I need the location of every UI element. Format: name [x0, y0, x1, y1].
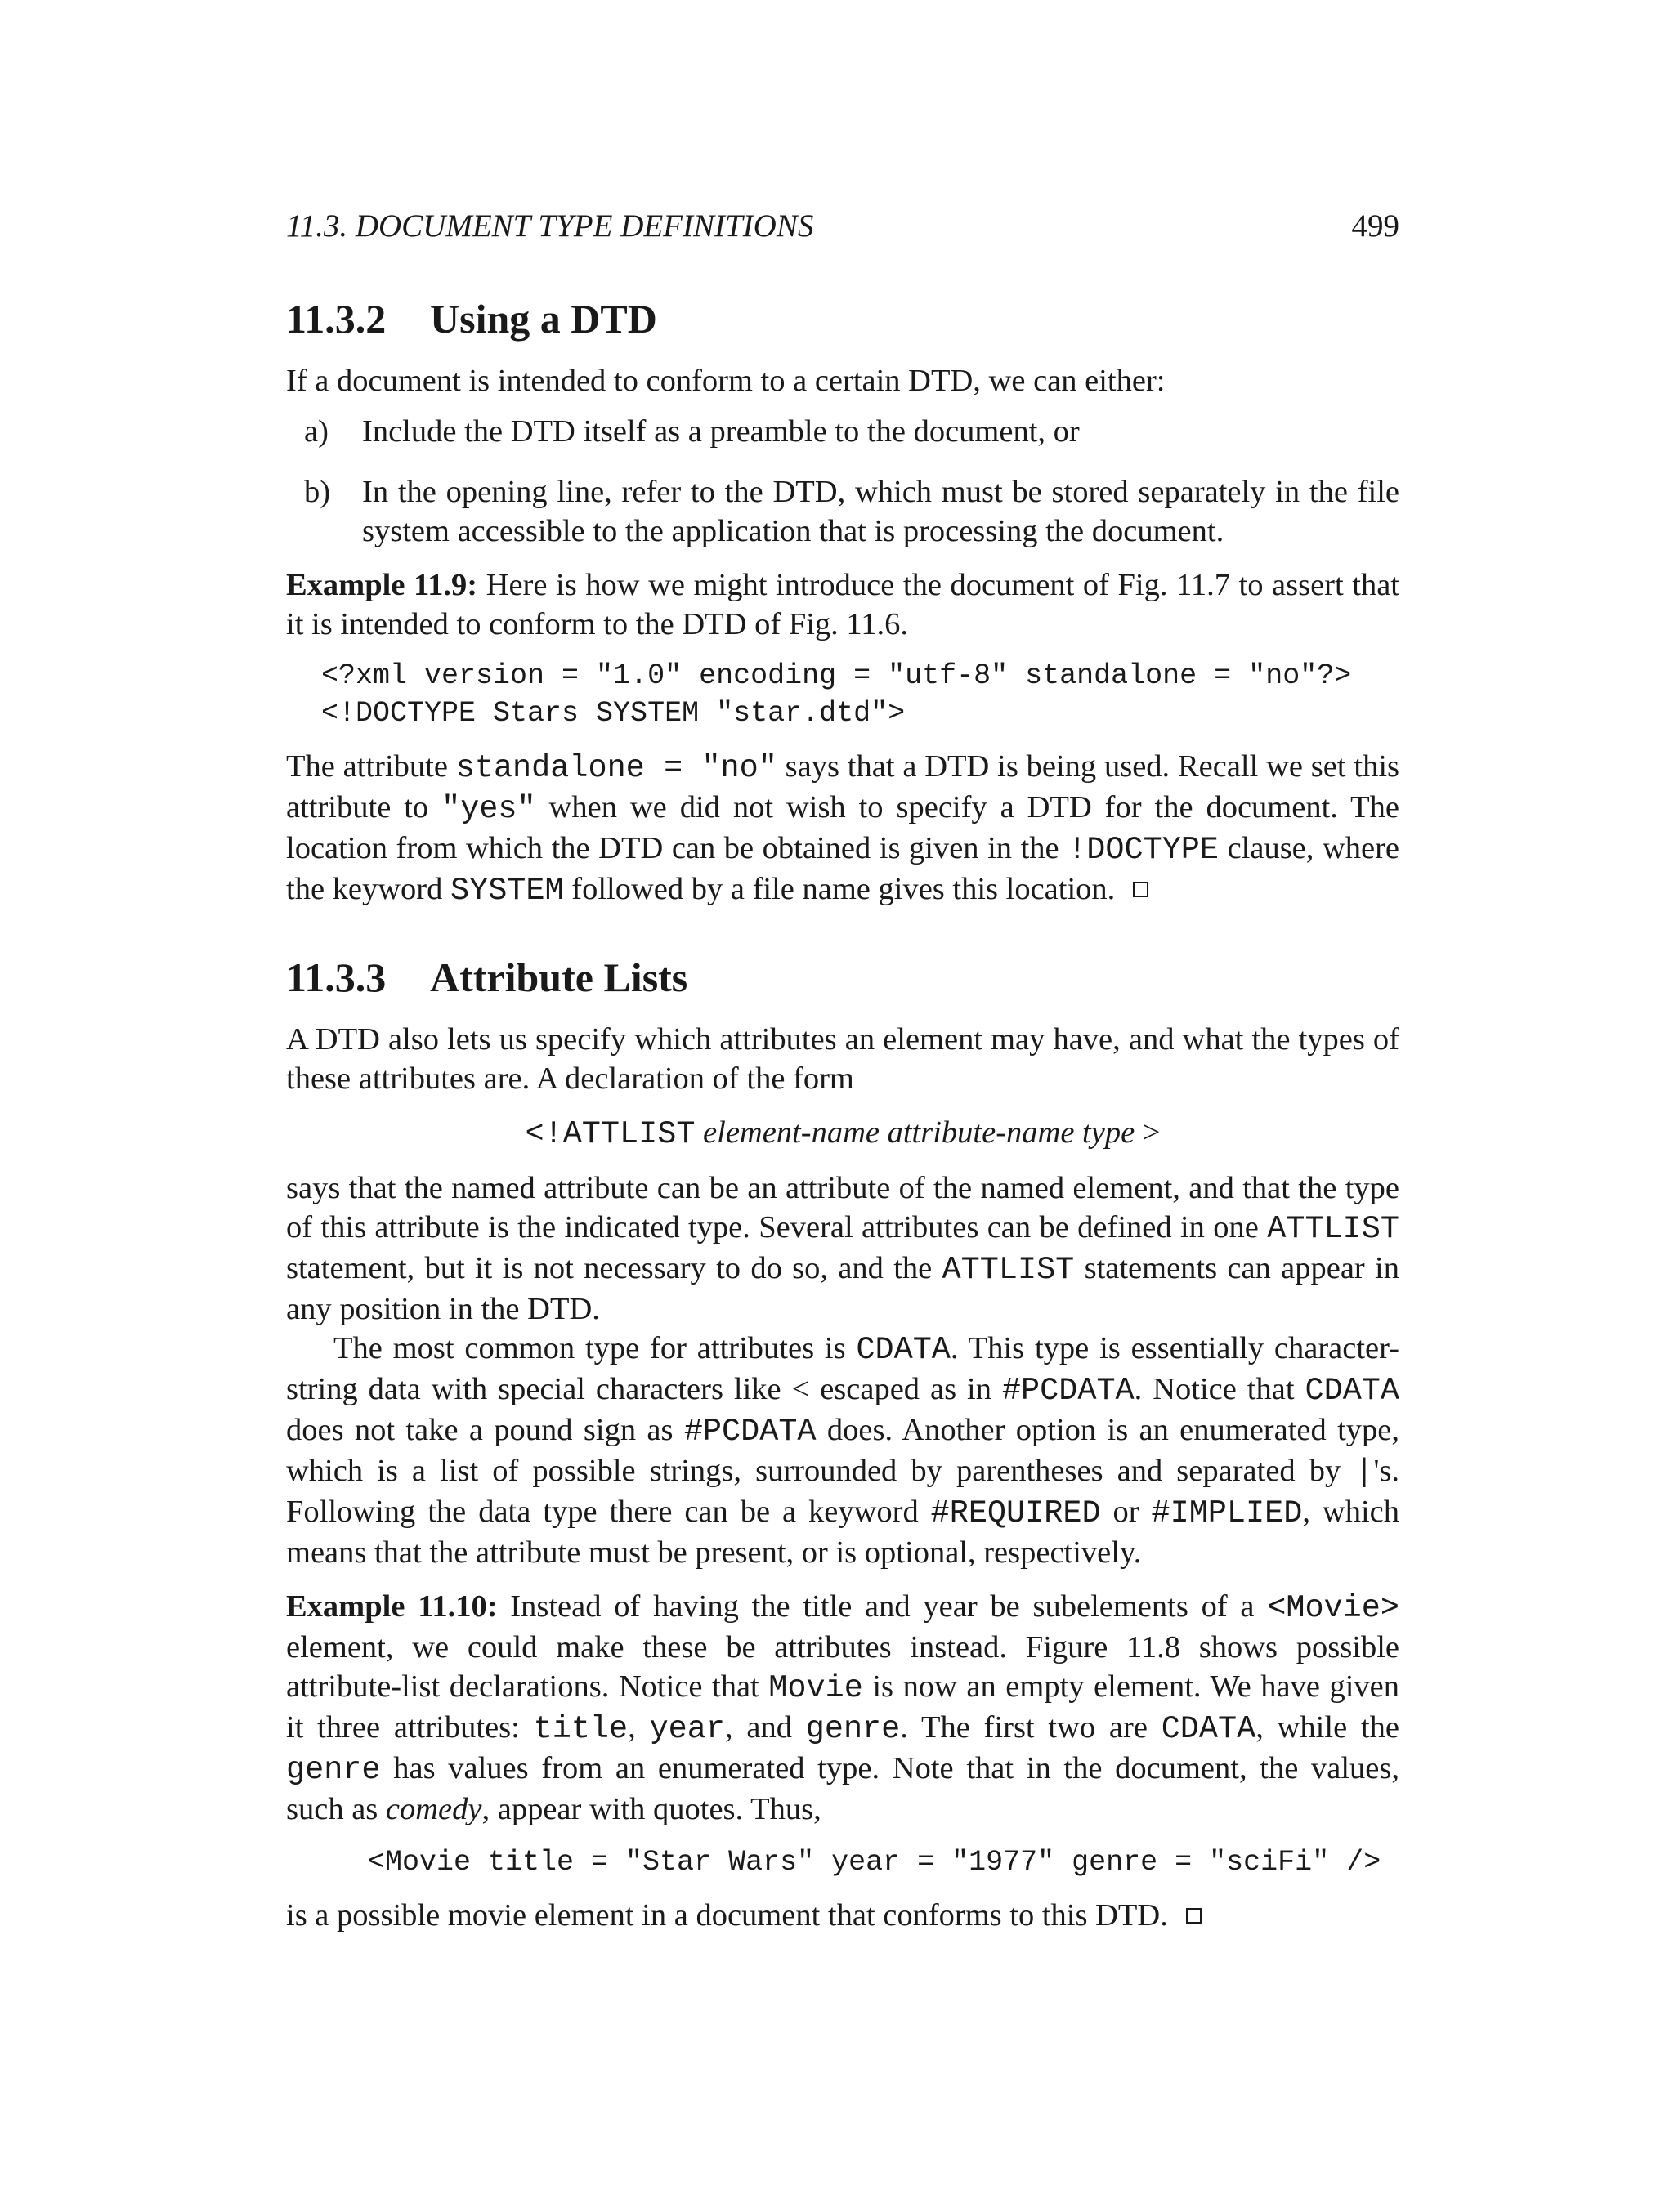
code-run: genre: [805, 1711, 901, 1747]
code-run: SYSTEM: [450, 873, 564, 909]
text-run: or: [1100, 1495, 1152, 1529]
text-run: , and: [724, 1710, 806, 1745]
section-heading-11-3-3: [286, 953, 1399, 1005]
text-run: says that a DTD is being used. Recall we set this attribute to: [286, 749, 1399, 824]
list-text-a: Include the DTD itself as a preamble to the document, or: [362, 414, 1080, 449]
text-run: . Notice that: [1134, 1372, 1305, 1406]
text-run: statements can appear in any position in the DTD.: [286, 1251, 1399, 1326]
decl-keyword: <!ATTLIST: [525, 1116, 696, 1152]
code-run: #REQUIRED: [930, 1495, 1101, 1531]
example-11-9: [286, 565, 1399, 644]
code-run: CDATA: [856, 1332, 951, 1368]
section-number: 11.3.3: [286, 954, 387, 1000]
code-block-doctype: [286, 657, 1399, 732]
code-run: ATTLIST: [1267, 1211, 1399, 1247]
decl-args: element-name attribute-name type: [703, 1115, 1135, 1150]
section-heading-11-3-2: [286, 294, 1399, 346]
code-run: genre: [286, 1752, 381, 1788]
text-run: . This type is essentially character-string data with special characters like < escaped as in: [286, 1331, 1399, 1406]
text-run: statement, but it is not necessary to do so, and the: [286, 1251, 942, 1285]
text-run: has values from an enumerated type. Note that in the document, the values, such as: [286, 1751, 1399, 1826]
text-run: ,: [628, 1710, 650, 1745]
end-of-example-icon: [1133, 882, 1148, 897]
code-run: CDATA: [1161, 1711, 1256, 1747]
text-run: , while the: [1256, 1710, 1399, 1745]
code-line: <Movie title = "Star Wars" year = "1977" genre = "sciFi" />: [368, 1846, 1381, 1879]
section-title: Using a DTD: [430, 296, 657, 342]
attlist-declaration: [286, 1113, 1399, 1154]
text-run: The attribute: [286, 749, 456, 784]
running-title: 11.3. DOCUMENT TYPE DEFINITIONS: [286, 208, 814, 244]
text-run: is now an empty element. We have given it three attributes:: [286, 1669, 1399, 1745]
text-run: when we did not wish to specify a DTD for the document. The location from which the DTD can be obtained is given in the: [286, 790, 1399, 865]
code-run: #PCDATA: [683, 1414, 817, 1450]
section-number: 11.3.2: [286, 296, 387, 342]
page-body: [286, 294, 1399, 1935]
code-run: title: [533, 1711, 629, 1747]
example-label: Example 11.10:: [286, 1589, 498, 1624]
code-run: |: [1354, 1455, 1374, 1490]
running-header: [286, 208, 1399, 245]
code-run: CDATA: [1305, 1373, 1400, 1409]
closing-sentence: [286, 1896, 1399, 1935]
section-spacer: [286, 910, 1399, 953]
code-run: #IMPLIED: [1151, 1495, 1303, 1531]
text-run: followed by a file name gives this location.: [563, 872, 1116, 906]
text-run: , appear with quotes. Thus,: [481, 1792, 821, 1826]
cdata-paragraph: [286, 1329, 1399, 1572]
text-run: is a possible movie element in a document that conforms to this DTD.: [286, 1898, 1168, 1933]
code-run: year: [649, 1711, 725, 1747]
code-run: "yes": [441, 791, 536, 827]
example-label: Example 11.9:: [286, 568, 478, 602]
list-marker-b: b): [304, 475, 331, 509]
decl-close: >: [1142, 1115, 1161, 1150]
code-run: <Movie>: [1267, 1590, 1399, 1626]
code-run: ATTLIST: [942, 1252, 1075, 1288]
text-run: does. Another option is an enumerated type, which is a list of possible strings, surrounded by parentheses and separated by: [286, 1413, 1399, 1488]
code-run: !DOCTYPE: [1068, 832, 1220, 868]
text-run: does not take a pound sign as: [286, 1413, 684, 1447]
list-marker-a: a): [304, 414, 329, 449]
text-run: element, we could make these be attributes instead. Figure 11.8 shows possible attribute-list declarations. Notice that: [286, 1630, 1399, 1704]
standalone-paragraph: [286, 747, 1399, 910]
page-number: 499: [1351, 208, 1399, 244]
text-run: . The first two are: [900, 1710, 1162, 1745]
text-run: The most common type for attributes is: [333, 1331, 857, 1365]
intro-paragraph: If a document is intended to conform to a certain DTD, we can either:: [286, 364, 1166, 398]
code-line: <?xml version = "1.0" encoding = "utf-8" standalone = "no"?>: [321, 659, 1352, 692]
list-text-b: In the opening line, refer to the DTD, which must be stored separately in the file system accessible to the application that is processing the document.: [362, 475, 1399, 548]
code-block-movie: [286, 1843, 1399, 1881]
text-run: clause, where the keyword: [286, 831, 1399, 906]
code-line: <!DOCTYPE Stars SYSTEM "star.dtd">: [321, 697, 906, 730]
code-run: Movie: [768, 1670, 863, 1706]
attlist-intro-paragraph: A DTD also lets us specify which attributes an element may have, and what the types of these attributes are. A declaration of the form: [286, 1022, 1399, 1096]
italic-run: comedy: [385, 1792, 482, 1826]
list-item-b: [286, 472, 1399, 551]
code-run: #PCDATA: [1001, 1373, 1135, 1409]
text-run: 's. Following the data type there can be a keyword: [286, 1454, 1399, 1529]
example-text: Here is how we might introduce the document of Fig. 11.7 to assert that it is intended to conform to the DTD of Fig. 11.6.: [286, 568, 1399, 641]
code-run: standalone = "no": [455, 750, 777, 786]
text-run: says that the named attribute can be an attribute of the named element, and that the type of this attribute is the indicated type. Several attributes can be defined in one: [286, 1171, 1399, 1245]
end-of-example-icon: [1186, 1908, 1202, 1924]
attlist-explanation-paragraph: [286, 1169, 1399, 1329]
text-run: Instead of having the title and year be subelements of a: [510, 1589, 1268, 1624]
section-title: Attribute Lists: [430, 954, 688, 1000]
example-11-10: [286, 1587, 1399, 1829]
text-run: , which means that the attribute must be present, or is optional, respectively.: [286, 1495, 1399, 1570]
list-item-a: [286, 412, 1399, 451]
